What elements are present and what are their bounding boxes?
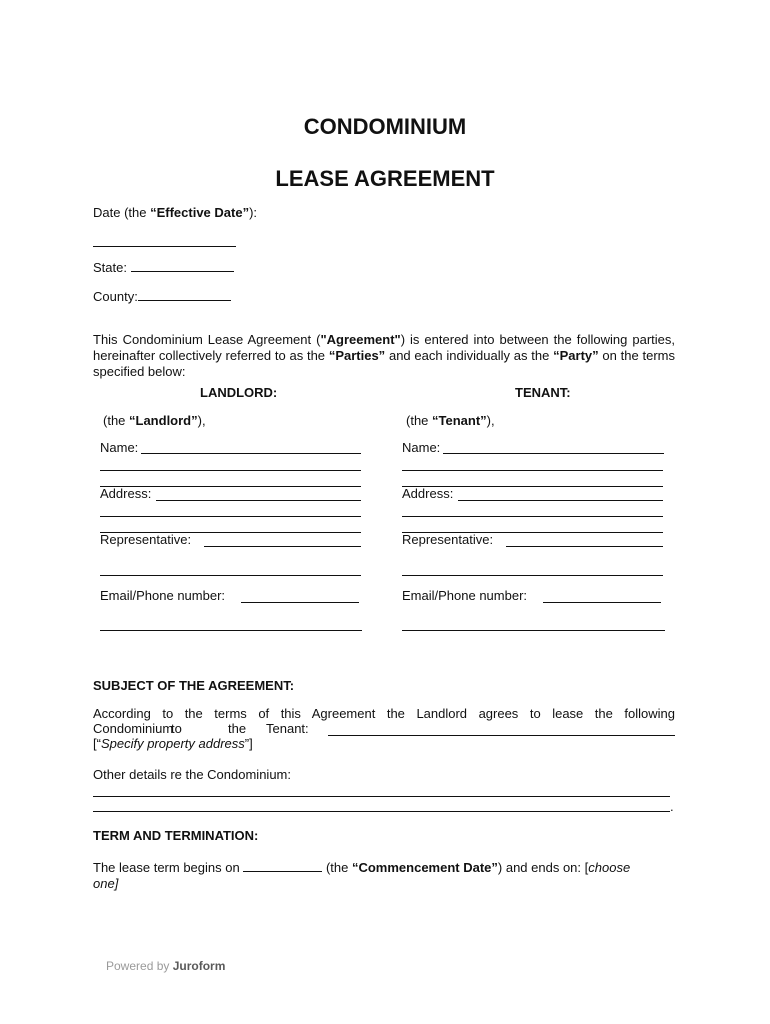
state-field: State: bbox=[93, 259, 234, 276]
tenant-address-blank[interactable] bbox=[458, 500, 663, 501]
subject-word-to: to bbox=[171, 721, 182, 736]
effective-date-label: Date (the “Effective Date”): bbox=[93, 205, 258, 220]
tenant-address-blank-2[interactable] bbox=[402, 516, 663, 517]
subject-line-1: According to the terms of this Agreement the Landlord agrees to lease the following bbox=[93, 706, 675, 721]
tenant-heading: TENANT: bbox=[515, 385, 571, 400]
property-address-blank[interactable] bbox=[328, 735, 675, 736]
landlord-email-blank-2[interactable] bbox=[100, 630, 362, 631]
subject-heading: SUBJECT OF THE AGREEMENT: bbox=[93, 678, 295, 693]
tenant-representative-blank-2[interactable] bbox=[402, 575, 663, 576]
landlord-heading: LANDLORD: bbox=[200, 385, 278, 400]
other-details-label: Other details re the Condominium: bbox=[93, 767, 291, 782]
document-title-line2: LEASE AGREEMENT bbox=[275, 166, 495, 191]
landlord-name-blank[interactable] bbox=[141, 453, 361, 454]
juroform-logo: Juroform bbox=[172, 959, 226, 973]
landlord-representative-blank[interactable] bbox=[204, 546, 361, 547]
landlord-address-blank-2[interactable] bbox=[100, 516, 361, 517]
document-title-line1: CONDOMINIUM bbox=[303, 114, 467, 139]
term-heading: TERM AND TERMINATION: bbox=[93, 828, 259, 843]
subject-line-2: Condominium bbox=[93, 721, 174, 736]
tenant-email-blank-2[interactable] bbox=[402, 630, 665, 631]
tenant-representative-label: Representative: bbox=[402, 532, 494, 547]
intro-paragraph: This Condominium Lease Agreement ("Agreement") is entered into between the following parties, hereinafter collectively referred to as the “Parties” and each individually as the “Party” on the terms specified below: bbox=[93, 332, 675, 379]
powered-by-footer: Powered by Juroform bbox=[106, 959, 226, 973]
effective-date-blank[interactable] bbox=[93, 246, 236, 247]
landlord-name-blank-2[interactable] bbox=[100, 470, 361, 471]
tenant-name-blank[interactable] bbox=[443, 453, 664, 454]
landlord-representative-label: Representative: bbox=[100, 532, 192, 547]
other-details-blank-2[interactable] bbox=[93, 811, 670, 812]
tenant-email-blank[interactable] bbox=[543, 602, 661, 603]
other-details-blank-1[interactable] bbox=[93, 796, 670, 797]
subject-word-the: the bbox=[228, 721, 247, 736]
subject-word-tenant: Tenant: bbox=[266, 721, 309, 736]
other-details-period: . bbox=[670, 799, 674, 814]
landlord-address-blank[interactable] bbox=[156, 500, 361, 501]
landlord-address-label: Address: bbox=[100, 486, 152, 501]
landlord-representative-blank-2[interactable] bbox=[100, 575, 361, 576]
tenant-definition: (the “Tenant”), bbox=[406, 413, 495, 428]
term-paragraph: The lease term begins on (the “Commencement Date”) and ends on: [choose one] bbox=[93, 860, 631, 891]
tenant-address-label: Address: bbox=[402, 486, 454, 501]
landlord-email-label: Email/Phone number: bbox=[100, 588, 226, 603]
tenant-name-label: Name: bbox=[402, 440, 441, 455]
tenant-name-blank-2[interactable] bbox=[402, 470, 663, 471]
landlord-email-blank[interactable] bbox=[241, 602, 359, 603]
landlord-definition: (the “Landlord”), bbox=[103, 413, 206, 428]
landlord-name-label: Name: bbox=[100, 440, 139, 455]
county-blank[interactable] bbox=[138, 288, 231, 301]
property-address-hint: [“Specify property address”] bbox=[93, 736, 253, 751]
county-field: County: bbox=[93, 288, 231, 305]
tenant-email-label: Email/Phone number: bbox=[402, 588, 528, 603]
tenant-representative-blank[interactable] bbox=[506, 546, 663, 547]
state-blank[interactable] bbox=[131, 259, 234, 272]
commencement-date-blank[interactable] bbox=[243, 859, 322, 872]
